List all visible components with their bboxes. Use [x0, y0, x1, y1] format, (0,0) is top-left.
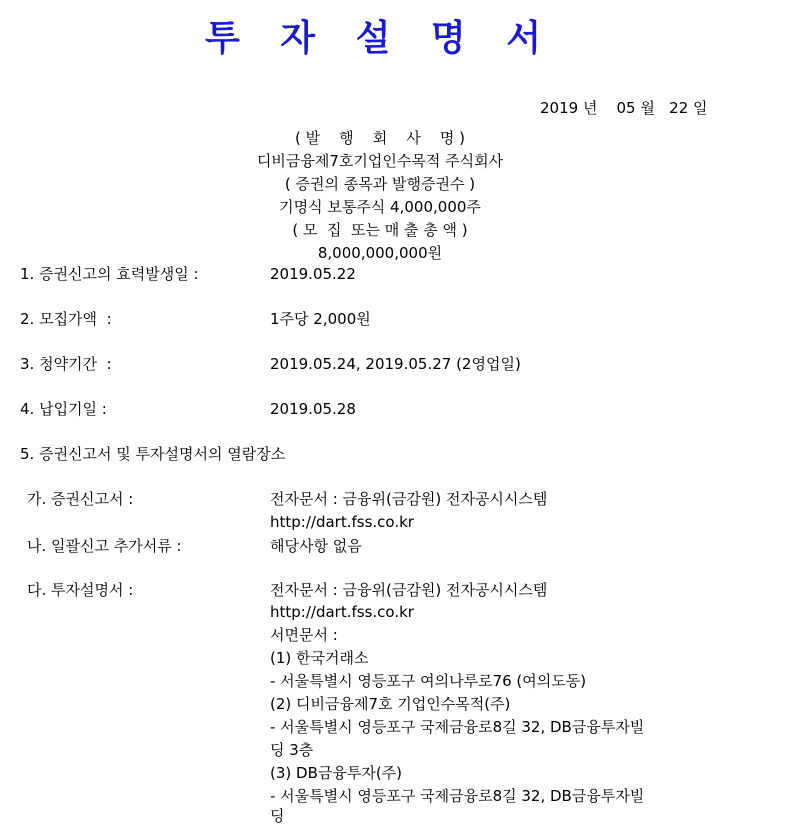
amount-value: 8,000,000,000원 [317, 244, 443, 262]
subscription-value: 2019.05.24, 2019.05.27 (2영업일) [270, 355, 521, 373]
da-line: http://dart.fss.co.kr [270, 603, 414, 621]
na-label: 나. 일괄신고 추가서류 : [27, 537, 182, 555]
ga-line-2: http://dart.fss.co.kr [270, 513, 414, 531]
securities-value: 기명식 보통주식 4,000,000주 [279, 198, 481, 216]
amount-heading: ( 모 집 또는 매 출 총 액 ) [292, 221, 468, 239]
price-label: 2. 모집가액 : [20, 310, 112, 328]
effective-date-label: 1. 증권신고의 효력발생일 : [20, 265, 199, 283]
da-line: 딩 [270, 807, 285, 825]
da-line: - 서울특별시 영등포구 여의나루로76 (여의도동) [270, 672, 587, 690]
da-line: 전자문서 : 금융위(금감원) 전자공시시스템 [270, 581, 548, 599]
subscription-label: 3. 청약기간 : [20, 355, 112, 373]
da-line: (3) DB금융투자(주) [270, 764, 403, 782]
da-label: 다. 투자설명서 : [27, 581, 134, 599]
price-value: 1주당 2,000원 [270, 310, 371, 328]
issuer-heading: ( 발 행 회 사 명 ) [295, 129, 465, 147]
ga-line-1: 전자문서 : 금융위(금감원) 전자공시시스템 [270, 490, 548, 508]
da-line: (1) 한국거래소 [270, 649, 369, 667]
ga-label: 가. 증권신고서 : [27, 490, 134, 508]
issuer-name: 디비금융제7호기업인수목적 주식회사 [256, 152, 504, 170]
da-line: 서면문서 : [270, 626, 338, 644]
da-line: - 서울특별시 영등포구 국제금융로8길 32, DB금융투자빌 [270, 787, 645, 805]
da-line: - 서울특별시 영등포구 국제금융로8길 32, DB금융투자빌 [270, 718, 645, 736]
da-line: (2) 디비금융제7호 기업인수목적(주) [270, 695, 511, 713]
da-line: 딩 3층 [270, 741, 314, 759]
effective-date-value: 2019.05.22 [270, 265, 356, 283]
document-title: 투 자 설 명 서 [204, 17, 555, 59]
na-value: 해당사항 없음 [270, 537, 362, 555]
securities-heading: ( 증권의 종목과 발행증권수 ) [284, 175, 476, 193]
payment-value: 2019.05.28 [270, 400, 356, 418]
payment-label: 4. 납입기일 : [20, 400, 107, 418]
document-date: 2019 년 05 월 22 일 [540, 99, 708, 117]
viewing-places-label: 5. 증권신고서 및 투자설명서의 열람장소 [20, 445, 286, 463]
